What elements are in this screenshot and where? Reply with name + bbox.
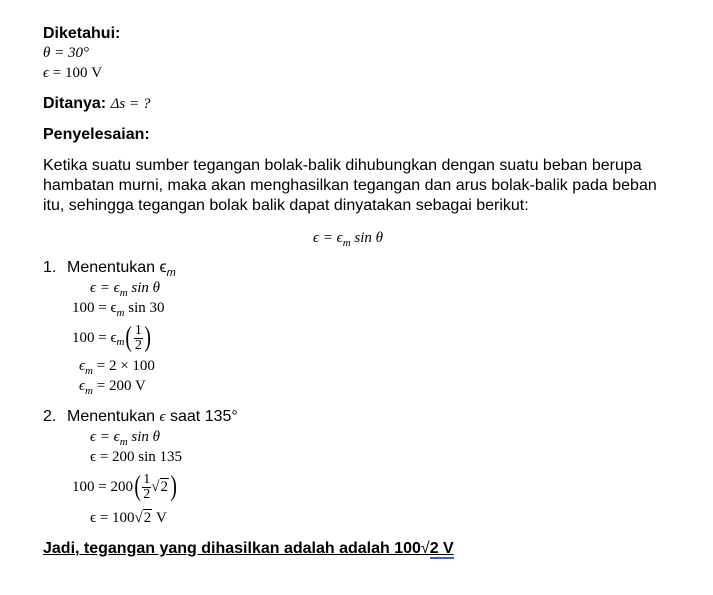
- step2-title: [67, 407, 238, 427]
- paragraph-line-3: itu, sehingga tegangan bolak balik dapat dinyatakan sebagai berikut:: [43, 197, 529, 214]
- fraction-numerator: 1: [143, 471, 151, 487]
- paragraph-line-2: hambatan murni, maka akan menghasilkan tegangan dan arus bolak-balik pada beban: [43, 177, 657, 194]
- asked-expr: Δs = ?: [110, 96, 151, 112]
- asked-line: [43, 94, 150, 114]
- right-paren: ): [170, 471, 177, 502]
- step1-title-sub: m: [166, 267, 176, 279]
- step1-eq1-lhs: ϵ = ϵ: [90, 280, 120, 296]
- sqrt-two: [151, 477, 169, 497]
- step1-number: 1.: [43, 259, 57, 276]
- step2-eq1-rhs: sin θ: [127, 429, 161, 445]
- fraction-half: [134, 324, 143, 353]
- left-paren: (: [134, 471, 141, 502]
- step1-eq2-lhs: 100 = ϵ: [72, 300, 117, 316]
- paragraph-line-1: Ketika suatu sumber tegangan bolak-balik dihubungkan dengan suatu beban berupa: [43, 157, 642, 174]
- step1-title: [67, 258, 176, 279]
- known-heading: Diketahui:: [43, 25, 121, 42]
- sqrt-radicand: 2: [143, 510, 152, 526]
- main-formula-sub: m: [342, 237, 351, 249]
- sqrt-two: [135, 508, 153, 528]
- step1-title-text: Menentukan ϵ: [67, 259, 167, 276]
- step1-eq5: [79, 376, 146, 397]
- step2-title-post: saat 135°: [165, 408, 238, 425]
- step2-number: 2.: [43, 408, 57, 425]
- step2-eq3: [72, 468, 178, 506]
- fraction-denominator: 2: [134, 337, 142, 353]
- emf-value: = 100 V: [49, 65, 103, 81]
- step2-eq2: ϵ = 200 sin 135: [90, 449, 183, 465]
- step1-eq2: [72, 298, 165, 319]
- conclusion: [43, 539, 454, 559]
- step1-eq2-sub: m: [116, 307, 125, 319]
- sqrt-icon: √: [134, 510, 143, 526]
- sqrt-radicand: 2: [160, 479, 169, 495]
- step2-eq4-unit: V: [152, 510, 167, 526]
- step1-eq2-rhs: sin 30: [124, 300, 165, 316]
- emf-symbol: ϵ: [43, 65, 50, 81]
- step2-title-pre: Menentukan: [67, 408, 160, 425]
- sqrt-icon: √: [420, 540, 430, 557]
- step1-eq4-sub: m: [85, 365, 93, 377]
- solution-heading: Penyelesaian:: [43, 126, 150, 143]
- left-paren: (: [125, 322, 133, 353]
- known-theta: θ = 30°: [43, 45, 89, 61]
- step2-eq4: [90, 508, 167, 528]
- fraction-numerator: 1: [134, 322, 142, 338]
- step1-eq3-sub: m: [116, 336, 125, 348]
- step2-eq3-lhs: 100 = 200: [72, 479, 133, 495]
- known-emf: [43, 63, 102, 83]
- step1-eq5-rhs: = 200 V: [93, 378, 146, 394]
- step2-eq1-lhs: ϵ = ϵ: [90, 429, 120, 445]
- step2-eq1-sub: m: [119, 436, 128, 448]
- fraction-half: [142, 473, 151, 502]
- step1-eq1: [90, 278, 160, 299]
- step2-title-eps: ϵ: [159, 409, 166, 425]
- step1-eq3-lhs: 100 = ϵ: [72, 330, 117, 346]
- step2-eq1: [90, 427, 160, 448]
- step1-eq3: [72, 319, 152, 357]
- step1-eq5-lhs: ϵ: [79, 378, 86, 394]
- step1-eq5-sub: m: [85, 385, 93, 397]
- conclusion-text: Jadi, tegangan yang dihasilkan adalah adalah 100: [43, 540, 421, 557]
- right-paren: ): [144, 322, 151, 353]
- main-formula: [313, 228, 383, 249]
- step2-eq4-lhs: ϵ = 100: [90, 510, 135, 526]
- sqrt-icon: √: [151, 479, 160, 495]
- step1-eq4: [79, 356, 155, 377]
- main-formula-lhs: ϵ = ϵ: [313, 230, 343, 246]
- step1-eq1-rhs: sin θ: [127, 280, 161, 296]
- conclusion-root-value: 2 V: [429, 540, 454, 557]
- asked-label: Ditanya:: [43, 95, 111, 112]
- main-formula-rhs: sin θ: [350, 230, 384, 246]
- step1-eq4-lhs: ϵ: [79, 358, 86, 374]
- step1-eq4-rhs: = 2 × 100: [93, 358, 155, 374]
- step1-eq1-sub: m: [119, 287, 128, 299]
- fraction-denominator: 2: [143, 486, 151, 502]
